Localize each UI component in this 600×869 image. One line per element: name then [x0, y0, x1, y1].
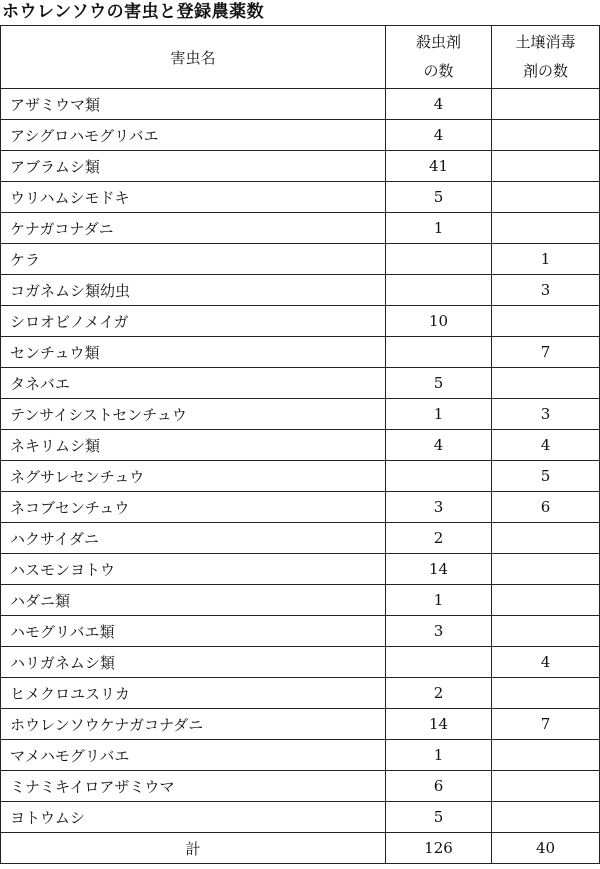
soil-count-cell: 7: [492, 709, 600, 740]
insecticide-count-cell: 5: [386, 368, 492, 399]
table-row: [1, 740, 600, 771]
insecticide-count-cell: 1: [386, 399, 492, 430]
pest-name-cell: ホウレンソウケナガコナダニ: [1, 709, 386, 740]
table-row: [1, 709, 600, 740]
header-insecticide-count: [386, 26, 492, 89]
soil-count-cell: [492, 213, 600, 244]
pest-name-cell: アシグロハモグリバエ: [1, 120, 386, 151]
insecticide-count-cell: 10: [386, 306, 492, 337]
table-row: [1, 275, 600, 306]
insecticide-count-cell: 1: [386, 213, 492, 244]
insecticide-count-cell: 4: [386, 120, 492, 151]
soil-count-cell: [492, 554, 600, 585]
insecticide-count-cell: 5: [386, 802, 492, 833]
soil-count-cell: [492, 585, 600, 616]
soil-count-cell: [492, 89, 600, 120]
table-row: [1, 523, 600, 554]
pest-name-cell: ハダニ類: [1, 585, 386, 616]
page-title: ホウレンソウの害虫と登録農薬数: [2, 2, 265, 22]
table-row: [1, 802, 600, 833]
header-insecticide-line2: の数: [423, 62, 454, 80]
insecticide-count-cell: [386, 461, 492, 492]
pest-name-cell: ハスモンヨトウ: [1, 554, 386, 585]
soil-count-cell: 7: [492, 337, 600, 368]
table-body: [1, 89, 600, 833]
soil-count-cell: [492, 182, 600, 213]
insecticide-count-cell: [386, 337, 492, 368]
table-row: [1, 213, 600, 244]
pest-name-cell: ヨトウムシ: [1, 802, 386, 833]
pest-name-cell: ウリハムシモドキ: [1, 182, 386, 213]
soil-count-cell: [492, 678, 600, 709]
soil-count-cell: 3: [492, 399, 600, 430]
soil-count-cell: [492, 802, 600, 833]
pest-name-cell: ネキリムシ類: [1, 430, 386, 461]
soil-count-cell: [492, 523, 600, 554]
table-row: [1, 461, 600, 492]
pest-name-cell: ネコブセンチュウ: [1, 492, 386, 523]
table-row: [1, 647, 600, 678]
insecticide-count-cell: 6: [386, 771, 492, 802]
pest-name-cell: ケラ: [1, 244, 386, 275]
soil-count-cell: 4: [492, 647, 600, 678]
pest-name-cell: テンサイシストセンチュウ: [1, 399, 386, 430]
soil-count-cell: 4: [492, 430, 600, 461]
insecticide-count-cell: 14: [386, 554, 492, 585]
insecticide-count-cell: 2: [386, 523, 492, 554]
header-pest-name-label: 害虫名: [170, 48, 216, 67]
table-row: [1, 244, 600, 275]
total-insecticide: 126: [386, 833, 492, 864]
table-row: [1, 616, 600, 647]
soil-count-cell: [492, 771, 600, 802]
insecticide-count-cell: 4: [386, 89, 492, 120]
table-row: [1, 337, 600, 368]
table-row: [1, 368, 600, 399]
table-row: [1, 771, 600, 802]
table-row: [1, 430, 600, 461]
pest-name-cell: マメハモグリバエ: [1, 740, 386, 771]
pesticide-table: [0, 25, 600, 864]
total-soil: 40: [492, 833, 600, 864]
pest-name-cell: アブラムシ類: [1, 151, 386, 182]
total-label: 計: [1, 833, 386, 864]
pest-name-cell: センチュウ類: [1, 337, 386, 368]
header-soil-line1: 土壌消毒: [515, 33, 576, 51]
insecticide-count-cell: 41: [386, 151, 492, 182]
table-row: [1, 151, 600, 182]
pest-name-cell: アザミウマ類: [1, 89, 386, 120]
soil-count-cell: 1: [492, 244, 600, 275]
pest-name-cell: タネバエ: [1, 368, 386, 399]
soil-count-cell: [492, 740, 600, 771]
pest-name-cell: コガネムシ類幼虫: [1, 275, 386, 306]
soil-count-cell: 6: [492, 492, 600, 523]
table-row: [1, 182, 600, 213]
pest-name-cell: ケナガコナダニ: [1, 213, 386, 244]
soil-count-cell: [492, 151, 600, 182]
soil-count-cell: [492, 616, 600, 647]
insecticide-count-cell: 3: [386, 616, 492, 647]
insecticide-count-cell: 2: [386, 678, 492, 709]
pest-name-cell: ミナミキイロアザミウマ: [1, 771, 386, 802]
soil-count-cell: [492, 368, 600, 399]
header-pest-name: [1, 26, 386, 89]
table-row: [1, 89, 600, 120]
pest-name-cell: ヒメクロユスリカ: [1, 678, 386, 709]
soil-count-cell: 5: [492, 461, 600, 492]
insecticide-count-cell: 5: [386, 182, 492, 213]
soil-count-cell: 3: [492, 275, 600, 306]
insecticide-count-cell: [386, 275, 492, 306]
soil-count-cell: [492, 306, 600, 337]
table-row: [1, 678, 600, 709]
pest-name-cell: ネグサレセンチュウ: [1, 461, 386, 492]
table-row: [1, 585, 600, 616]
insecticide-count-cell: [386, 244, 492, 275]
table-row: [1, 120, 600, 151]
header-insecticide-line1: 殺虫剤: [415, 33, 461, 51]
insecticide-count-cell: 14: [386, 709, 492, 740]
table-row: [1, 492, 600, 523]
soil-count-cell: [492, 120, 600, 151]
pest-name-cell: シロオビノメイガ: [1, 306, 386, 337]
pest-name-cell: ハクサイダニ: [1, 523, 386, 554]
table-row: [1, 554, 600, 585]
insecticide-count-cell: 1: [386, 585, 492, 616]
insecticide-count-cell: 1: [386, 740, 492, 771]
header-soil-disinfectant-count: [492, 26, 600, 89]
insecticide-count-cell: [386, 647, 492, 678]
table-row: [1, 399, 600, 430]
insecticide-count-cell: 3: [386, 492, 492, 523]
total-row: [1, 833, 600, 864]
insecticide-count-cell: 4: [386, 430, 492, 461]
table-row: [1, 306, 600, 337]
pest-name-cell: ハモグリバエ類: [1, 616, 386, 647]
header-soil-line2: 剤の数: [522, 62, 568, 80]
header-row: [1, 26, 600, 89]
pest-name-cell: ハリガネムシ類: [1, 647, 386, 678]
